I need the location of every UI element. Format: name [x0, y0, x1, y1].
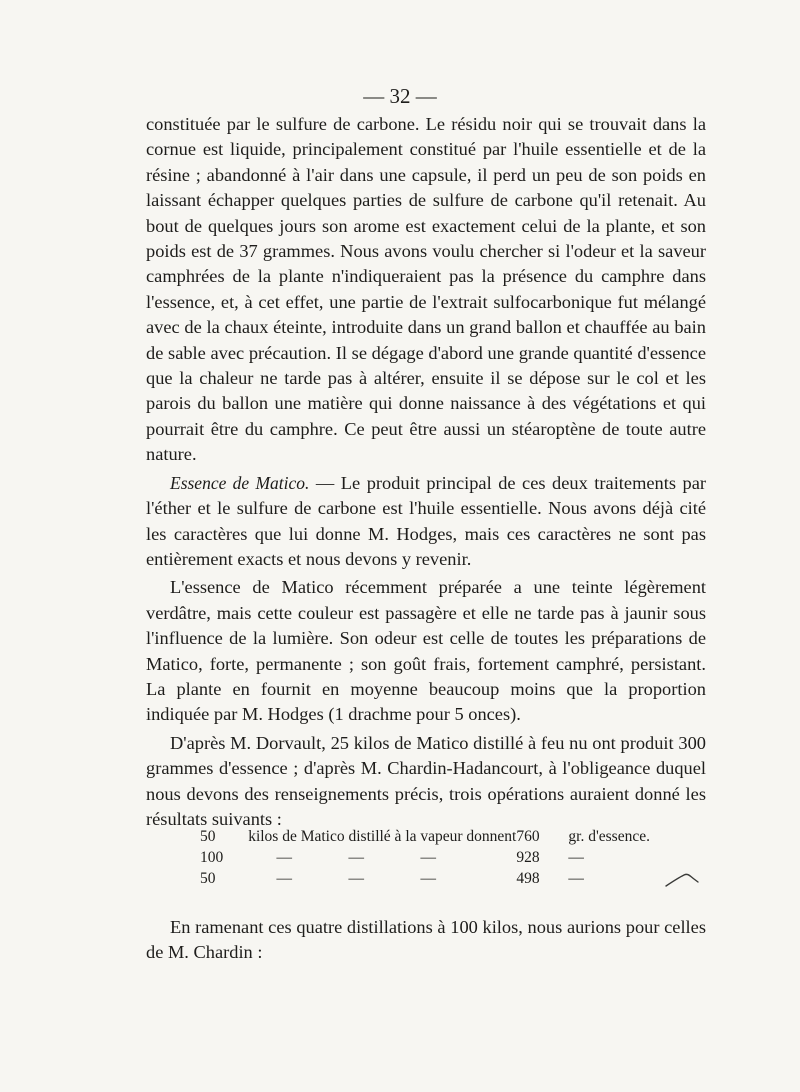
paragraph-residue: constituée par le sulfure de carbone. Le résidu noir qui se trouvait dans la cornue est liquide, principalement constitué par l'huile essentielle et de la résine ; abandonné à l'air dans une capsule, il perd un peu de son poids en laissant échapper quelques parties de sulfure de carbone qu'il retenait. Au bout de quelques jours son arome est exactement celui de la plante, et son poids est de 37 grammes. Nous avons voulu chercher si l'odeur et la saveur camphrées de la plante n'indiqueraient pas la présence du camphre dans l'essence, et, à cet effet, une partie de l'extrait sulfocarbonique fut mélangé avec de la chaux éteinte, introduite dans un grand ballon et chauffée au bain de sable avec précaution. Il se dégage d'abord une grande quantité d'essence que la chaleur ne tarde pas à altérer, ensuite il se dépose sur le col et les parois du ballon une matière qui donne naissance à des végétations et qui pourrait être du camphre. Ce peut être aussi un stéaroptène de toute autre nature. [146, 114, 706, 465]
ditto-dash: — [276, 870, 292, 887]
paragraph-lead-italic: Essence de Matico. [170, 472, 310, 493]
ditto-cell [248, 849, 516, 870]
body-text-lower [146, 915, 706, 966]
unit-cell: gr. d'essence. [568, 828, 650, 845]
table-row [200, 849, 650, 870]
body-text-upper [146, 112, 706, 832]
description-cell: kilos de Matico distillé à la vapeur donnent [248, 828, 517, 845]
qty-cell: 100 [200, 849, 224, 866]
value-cell: 498 [516, 870, 540, 887]
ditto-dash: — [348, 849, 364, 866]
ditto-dash: — [420, 870, 436, 887]
value-cell: 760 [516, 828, 540, 845]
pencil-mark-icon [664, 870, 700, 890]
table-row [200, 870, 650, 891]
unit-cell: — [568, 870, 584, 887]
qty-cell: 50 [200, 870, 216, 887]
paragraph-conclusion: En ramenant ces quatre distillations à 100 kilos, nous aurions pour celles de M. Chardin : [146, 917, 706, 963]
value-cell: 928 [516, 849, 540, 866]
unit-cell: — [568, 849, 584, 866]
table-row [200, 828, 650, 849]
ditto-dash: — [348, 870, 364, 887]
paragraph-essence-properties: L'essence de Matico récemment préparée a une teinte légèrement verdâtre, mais cette couleur est passagère et elle ne tarde pas à jaunir sous l'influence de la lumière. Son odeur est celle de toutes les préparations de Matico, forte, permanente ; son goût frais, fortement camphré, persistant. La plante en fournit en moyenne beaucoup moins que la proportion indiquée par M. Hodges (1 drachme pour 5 onces). [146, 577, 706, 725]
distillation-results-table [200, 828, 650, 891]
paragraph-essence-de-matico [146, 471, 706, 573]
page-number: — 32 — [363, 84, 437, 108]
ditto-dash: — [420, 849, 436, 866]
paragraph-dorvault-chardin: D'après M. Dorvault, 25 kilos de Matico distillé à feu nu ont produit 300 grammes d'essence ; d'après M. Chardin-Hadancourt, à l'obligeance duquel nous devons des renseignements précis, trois opérations auraient donné les résultats suivants : [146, 732, 706, 829]
ditto-cell [248, 870, 516, 891]
ditto-dash: — [276, 849, 292, 866]
qty-cell: 50 [200, 828, 216, 845]
paragraph-essence-text: — Le produit principal de ces deux traitements par l'éther et le sulfure de carbone est l'huile essentielle. Nous avons déjà cité les caractères que lui donne M. Hodges, mais ces caractères ne sont pas entièrement exacts et nous devons y revenir. [146, 472, 706, 569]
